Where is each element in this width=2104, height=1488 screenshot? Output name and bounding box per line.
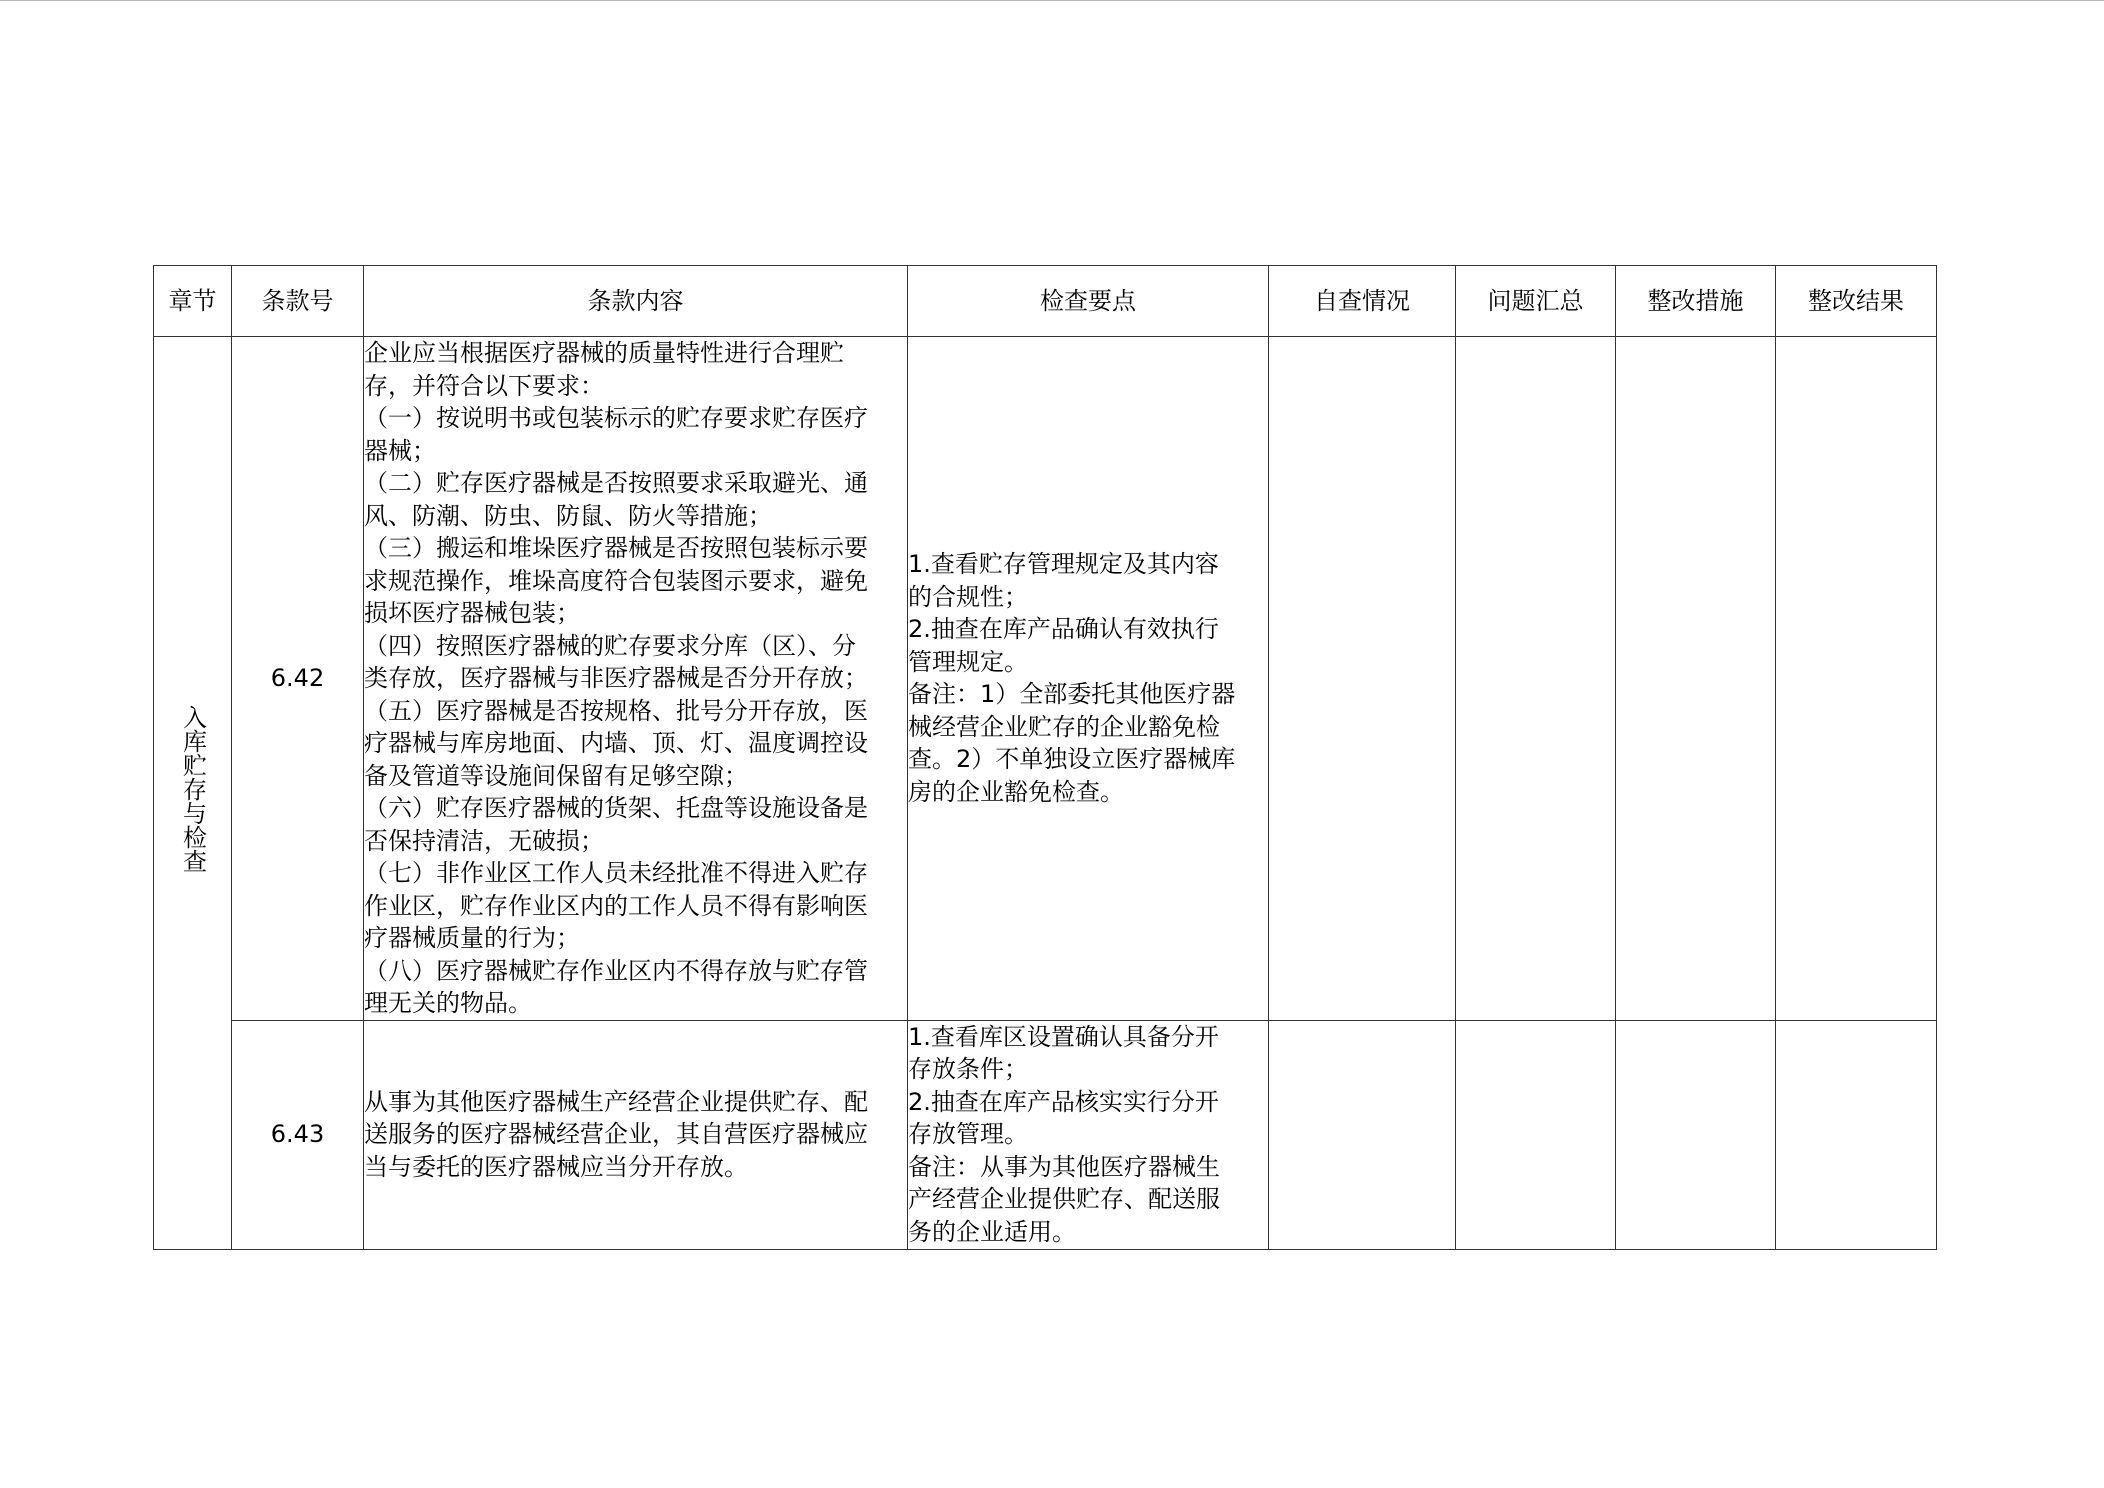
text-line: （二）贮存医疗器械是否按照要求采取避光、通: [364, 469, 868, 497]
issue-summary-cell[interactable]: [1456, 1020, 1616, 1249]
text-line: 疗器械质量的行为；: [364, 924, 580, 952]
header-chapter: 章节: [154, 266, 232, 337]
header-self-check: 自查情况: [1269, 266, 1456, 337]
text-line: 务的企业适用。: [908, 1217, 1076, 1246]
header-row: [154, 266, 1937, 337]
text-line: 企业应当根据医疗器械的质量特性进行合理贮: [364, 339, 844, 367]
text-line: （三）搬运和堆垛医疗器械是否按照包装标示要: [364, 534, 868, 562]
text-line: 2.抽查在库产品确认有效执行: [908, 615, 1219, 644]
text-line: 当与委托的医疗器械应当分开存放。: [364, 1152, 748, 1181]
text-line: 理无关的物品。: [364, 989, 532, 1017]
text-line: （一）按说明书或包装标示的贮存要求贮存医疗: [364, 404, 868, 432]
text-line: （五）医疗器械是否按规格、批号分开存放，医: [364, 696, 868, 725]
text-line: 存放条件；: [908, 1055, 1028, 1084]
text-line: （四）按照医疗器械的贮存要求分库（区）、分: [364, 631, 856, 660]
text-line: 械经营企业贮存的企业豁免检: [908, 712, 1220, 741]
text-line: （六）贮存医疗器械的货架、托盘等设施设备是: [364, 794, 868, 822]
text-line: 损坏医疗器械包装；: [364, 599, 580, 627]
text-line: 否保持清洁，无破损；: [364, 826, 604, 855]
text-line: 存放管理。: [908, 1120, 1028, 1149]
text-line: 备注：从事为其他医疗器械生: [908, 1152, 1220, 1181]
header-rectification-result: 整改结果: [1776, 266, 1937, 337]
clause-content-cell: [364, 337, 908, 1021]
clause-content-text: [364, 1086, 907, 1184]
text-line: 的合规性；: [908, 582, 1028, 611]
page-top-border: [0, 0, 2104, 1]
clause-content-cell: [364, 1020, 908, 1249]
chapter-label: 入库贮存与检查: [178, 704, 207, 873]
clause-no-cell: 6.42: [232, 337, 364, 1021]
text-line: 存，并符合以下要求：: [364, 371, 604, 400]
header-clause-content: 条款内容: [364, 266, 908, 337]
text-line: （八）医疗器械贮存作业区内不得存放与贮存管: [364, 956, 868, 985]
text-line: 器械；: [364, 436, 436, 465]
check-points-cell: [908, 337, 1269, 1021]
issue-summary-cell[interactable]: [1456, 337, 1616, 1021]
check-points-cell: [908, 1020, 1269, 1249]
text-line: 疗器械与库房地面、内墙、顶、灯、温度调控设: [364, 729, 868, 757]
self-check-cell[interactable]: [1269, 337, 1456, 1021]
header-rectification-measures: 整改措施: [1616, 266, 1776, 337]
text-line: 2.抽查在库产品核实实行分开: [908, 1087, 1219, 1116]
text-line: 管理规定。: [908, 647, 1028, 676]
header-clause-no: 条款号: [232, 266, 364, 337]
header-issue-summary: 问题汇总: [1456, 266, 1616, 337]
text-line: 类存放，医疗器械与非医疗器械是否分开存放；: [364, 664, 868, 692]
table-row: [154, 337, 1937, 1021]
rectification-measures-cell[interactable]: [1616, 337, 1776, 1021]
clause-content-text: [364, 337, 907, 1020]
clause-no-cell: 6.43: [232, 1020, 364, 1249]
text-line: 备及管道等设施间保留有足够空隙；: [364, 761, 748, 790]
check-points-text: [908, 1021, 1268, 1249]
header-check-points: 检查要点: [908, 266, 1269, 337]
text-line: 求规范操作，堆垛高度符合包装图示要求，避免: [364, 566, 868, 595]
text-line: 1.查看库区设置确认具备分开: [908, 1022, 1219, 1051]
chapter-cell: [154, 337, 232, 1250]
text-line: 查。2）不单独设立医疗器械库: [908, 745, 1236, 774]
text-line: 房的企业豁免检查。: [908, 777, 1124, 806]
text-line: 作业区，贮存作业区内的工作人员不得有影响医: [364, 891, 868, 920]
text-line: （七）非作业区工作人员未经批准不得进入贮存: [364, 859, 868, 887]
check-points-text: [908, 548, 1268, 808]
text-line: 送服务的医疗器械经营企业，其自营医疗器械应: [364, 1120, 868, 1149]
text-line: 从事为其他医疗器械生产经营企业提供贮存、配: [364, 1087, 868, 1116]
rectification-result-cell[interactable]: [1776, 337, 1937, 1021]
rectification-measures-cell[interactable]: [1616, 1020, 1776, 1249]
table-row: [154, 1020, 1937, 1249]
inspection-table: [153, 265, 1937, 1250]
self-check-cell[interactable]: [1269, 1020, 1456, 1249]
text-line: 1.查看贮存管理规定及其内容: [908, 550, 1219, 579]
text-line: 备注：1）全部委托其他医疗器: [908, 680, 1236, 709]
text-line: 风、防潮、防虫、防鼠、防火等措施；: [364, 501, 772, 530]
rectification-result-cell[interactable]: [1776, 1020, 1937, 1249]
text-line: 产经营企业提供贮存、配送服: [908, 1185, 1220, 1214]
